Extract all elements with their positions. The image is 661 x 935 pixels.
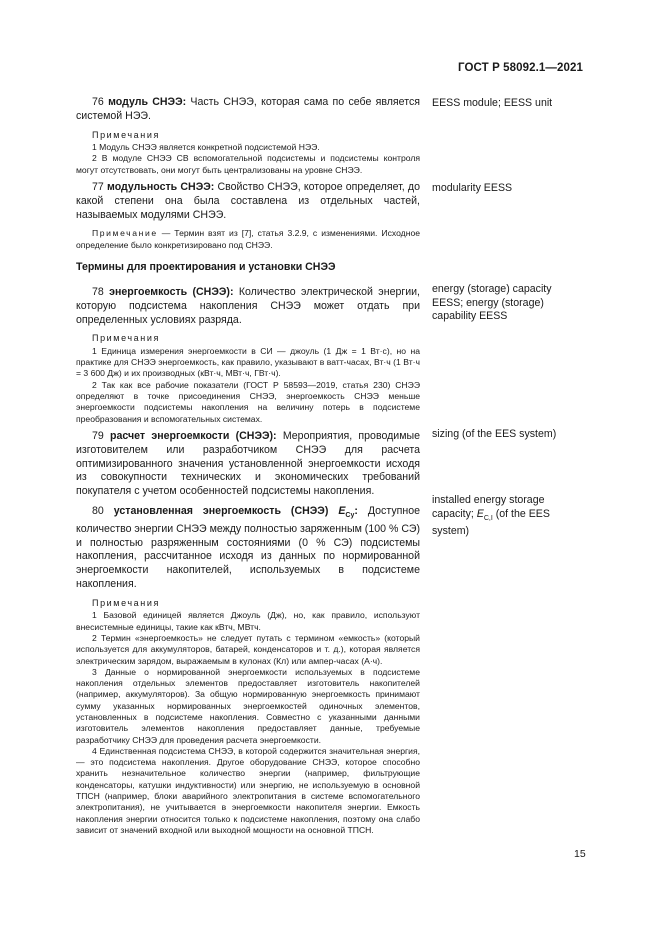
notes-title: Примечания bbox=[92, 597, 160, 608]
term-76-definition: Часть СНЭЭ, которая сама по себе является системой НЭЭ. bbox=[76, 96, 420, 122]
term-78: 78 энергоемкость (СНЭЭ): Количество электрической энергии, которую подсистема накопления СНЭЭ может отдать при определенных условиях разряда. bbox=[76, 285, 420, 326]
term-77-definition: Свойство СНЭЭ, которое определяет, до какой степени она была составлена из отдельных частей, называемых модулями СНЭЭ. bbox=[76, 180, 421, 221]
term-77-name: модульность СНЭЭ: bbox=[107, 180, 215, 193]
note-text: — Термин взят из [7], статья 3.2.9, с изменениями. Исходное определение было конкретизировано под СНЭЭ. bbox=[76, 228, 421, 250]
term-80-en-symbol: E bbox=[476, 507, 484, 520]
note-item: 2 Термин «энергоемкость» не следует путать с термином «емкость» (который используется для аккумуляторов, батарей, конденсаторов и т. д.), которая является электрическим зарядом, выражаемым в кулонах (Кл) или ампер-часах (А·ч). bbox=[76, 632, 420, 666]
term-76-english: EESS module; EESS unit bbox=[432, 97, 553, 109]
term-77-note bbox=[76, 228, 420, 251]
note-item: 2 Так как все рабочие показатели (ГОСТ Р 58593—2019, статья 230) СНЭЭ определяют в точке присоединения СНЭЭ, энергоемкость СНЭЭ меньше энергоемкости подсистемы накопления на величину потерь в подсистеме преобразования и вспомогательных системах. bbox=[76, 379, 420, 424]
section-title: Термины для проектирования и установки СНЭЭ bbox=[76, 260, 336, 273]
term-78-notes bbox=[76, 333, 420, 425]
standard-designation: ГОСТ Р 58092.1—2021 bbox=[458, 62, 583, 74]
main-column bbox=[76, 96, 420, 841]
term-77: 77 модульность СНЭЭ: Свойство СНЭЭ, которое определяет, до какой степени она была составлена из отдельных частей, называемых модулями СНЭЭ. bbox=[76, 180, 421, 221]
note-item: 2 В модуле СНЭЭ СВ вспомогательной подсистемы и подсистемы контроля могут отсутствовать, они могут быть централизованы на уровне СНЭЭ. bbox=[76, 153, 420, 175]
note-label: Примечание bbox=[92, 228, 158, 239]
term-80-definition: Доступное количество энергии СНЭЭ между полностью заряженным (100 % СЭ) и полностью разряженным состояниями (0 % СЭ) подсистемы накопления, рассчитанное исходя из данных по нормированной энергоемкости накопителей, используемых в подсистеме накопления. bbox=[76, 504, 420, 591]
term-77-english: modularity EESS bbox=[432, 182, 513, 194]
term-78-english: energy (storage) capacity EESS; energy (storage) capability EESS bbox=[432, 283, 552, 323]
notes-title: Примечания bbox=[92, 333, 160, 344]
note-item: 1 Модуль СНЭЭ является конкретной подсистемой НЭЭ. bbox=[92, 142, 320, 153]
term-80-english: installed energy storage capacity; $E_{C,I}$ (of the EES system) bbox=[432, 494, 550, 538]
term-78-name: энергоемкость (СНЭЭ): bbox=[109, 285, 234, 298]
term-80-symbol-sub: Cy bbox=[345, 512, 355, 520]
term-76: 76 модуль СНЭЭ: Часть СНЭЭ, которая сама по себе является системой НЭЭ. bbox=[76, 96, 420, 122]
term-80: 80 установленная энергоемкость (СНЭЭ) $E_{Cy}$: Доступное количество энергии СНЭЭ между полностью заряженным (100 % СЭ) и полностью разряженным состояниями (0 % СЭ) подсистемы накопления, рассчитанное исходя из данных по нормированной энергоемкости накопителей, используемых в подсистеме накопления. bbox=[76, 504, 420, 591]
term-80-notes bbox=[76, 598, 420, 836]
term-80-en-symbol-sub: C,I bbox=[483, 514, 493, 522]
term-76-name: модуль СНЭЭ: bbox=[108, 96, 187, 108]
note-item: 1 Базовой единицей является Джоуль (Дж), но, как правило, используют внесистемные единицы, такие как кВтч, МВтч. bbox=[76, 610, 420, 632]
term-76-notes bbox=[76, 130, 420, 176]
notes-title: Примечания bbox=[92, 129, 160, 140]
note-item: 1 Единица измерения энергоемкости в СИ — джоуль (1 Дж = 1 Вт·с), но на практике для СНЭЭ энергоемкость, как правило, указывают в ватт-часах, Вт·ч (1 Вт·ч = 3 600 Дж) и их производных (кВт·ч, МВт·ч, ГВт·ч). bbox=[76, 345, 420, 379]
term-79: 79 расчет энергоемкости (СНЭЭ): Мероприятия, проводимые изготовителем или разработчиком СНЭЭ для расчета оптимизированного значения установленной энергоемкости исходя из совокупности технических и экономических требований покупателя с учетом особенностей подсистемы накопления. bbox=[76, 429, 421, 498]
term-78-definition: Количество электрической энергии, которую подсистема накопления СНЭЭ может отдать при определенных условиях разряда. bbox=[76, 285, 420, 326]
term-79-name: расчет энергоемкости (СНЭЭ): bbox=[110, 429, 277, 442]
term-79-definition: Мероприятия, проводимые изготовителем или разработчиком СНЭЭ для расчета оптимизированного значения установленной энергоемкости исходя из совокупности технических и экономических требований покупателя с учетом особенностей подсистемы накопления. bbox=[76, 429, 421, 498]
page-number: 15 bbox=[574, 848, 586, 860]
term-80-symbol: E bbox=[338, 504, 346, 517]
term-80-name: установленная энергоемкость (СНЭЭ) $E_{Cy}$: bbox=[113, 504, 358, 520]
note-item: 3 Данные о нормированной энергоемкости используемых в подсистеме накопления отдельных элементов предоставляет изготовитель накопителей (например, аккумуляторов). За общую нормированную энергоемкость принимают сумму указанных нормированных энергоемкостей одиночных элементов, установленных в подсистеме накопления. Совместно с указанными данными изготовитель элементов накопления предоставляет данные, требуемые разработчику СНЭЭ для проведения расчета энергоемкости. bbox=[76, 666, 420, 745]
term-79-english: sizing (of the EES system) bbox=[432, 428, 557, 440]
note-item: 4 Единственная подсистема СНЭЭ, в которой содержится значительная энергия, — это подсистема накопления. Другое оборудование СНЭЭ, которое способно хранить незначительное количество энергии (например, фильтрующие конденсаторы, катушки индуктивности) или энергию, не используемую в основной ТПСН (например, блоки аварийного электропитания в системе вспомогательного электропитания), не учитывается в энергоемкости накопителя энергии. Емкость накопления энергии относится только к подсистеме накопления, поэтому она слабо зависит от значений входной или выходной мощности на основной ТПСН. bbox=[76, 745, 420, 835]
